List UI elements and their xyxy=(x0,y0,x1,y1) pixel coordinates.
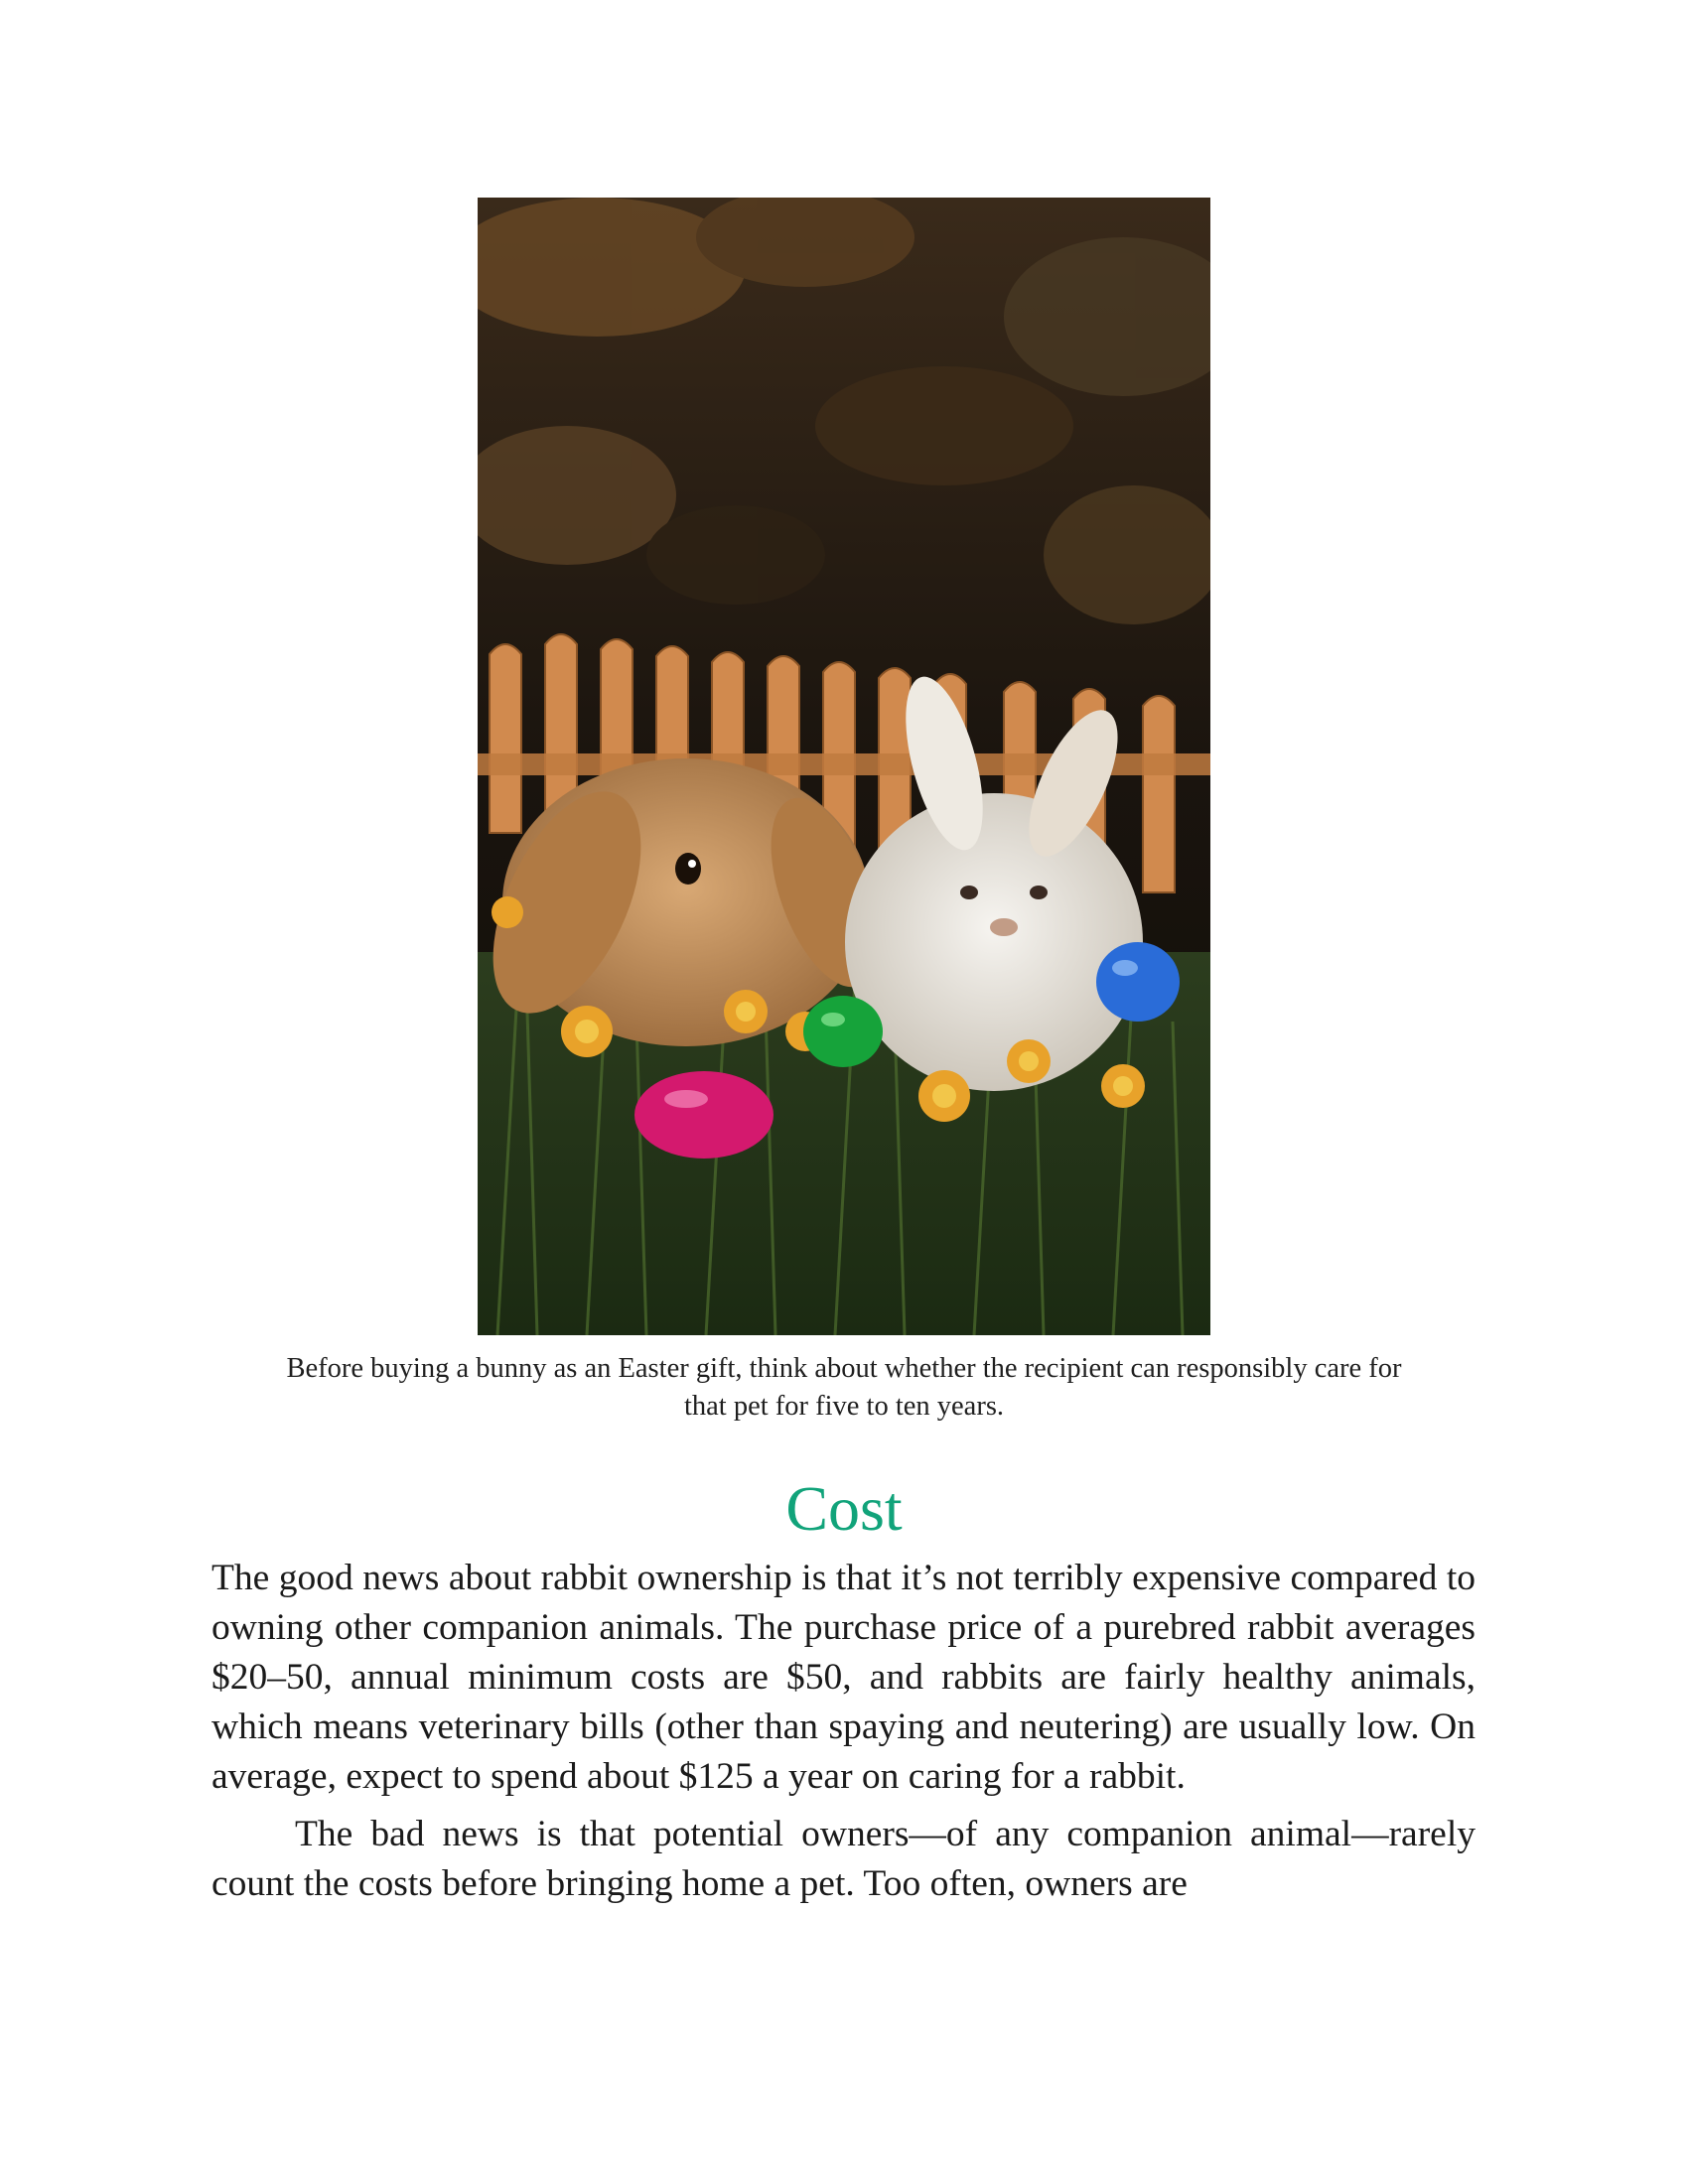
caption-line-1: Before buying a bunny as an Easter gift, think about whether the recipient can responsibly care for xyxy=(286,1353,1402,1384)
caption-line-2: that pet for five to ten years. xyxy=(683,1391,1005,1422)
figure-caption xyxy=(199,1350,1489,1426)
rabbits-photo-illustration xyxy=(478,198,1210,1335)
paragraph-1: The good news about rabbit ownership is that it’s not terribly expensive compared to owning other companion animals. The purchase price of a purebred rabbit averages $20–50, annual minimum costs are $50, and rabbits are fairly healthy animals, which means veterinary bills (other than spaying and neutering) are usually low. On average, expect to spend about $125 a year on caring for a rabbit. xyxy=(211,1558,1476,1797)
section-body xyxy=(211,1554,1476,1909)
paragraph-2: The bad news is that potential owners—of any companion animal—rarely count the costs before bringing home a pet. Too often, owners are xyxy=(211,1814,1476,1904)
section-heading: Cost xyxy=(785,1473,903,1544)
rabbits-photo xyxy=(478,198,1210,1335)
